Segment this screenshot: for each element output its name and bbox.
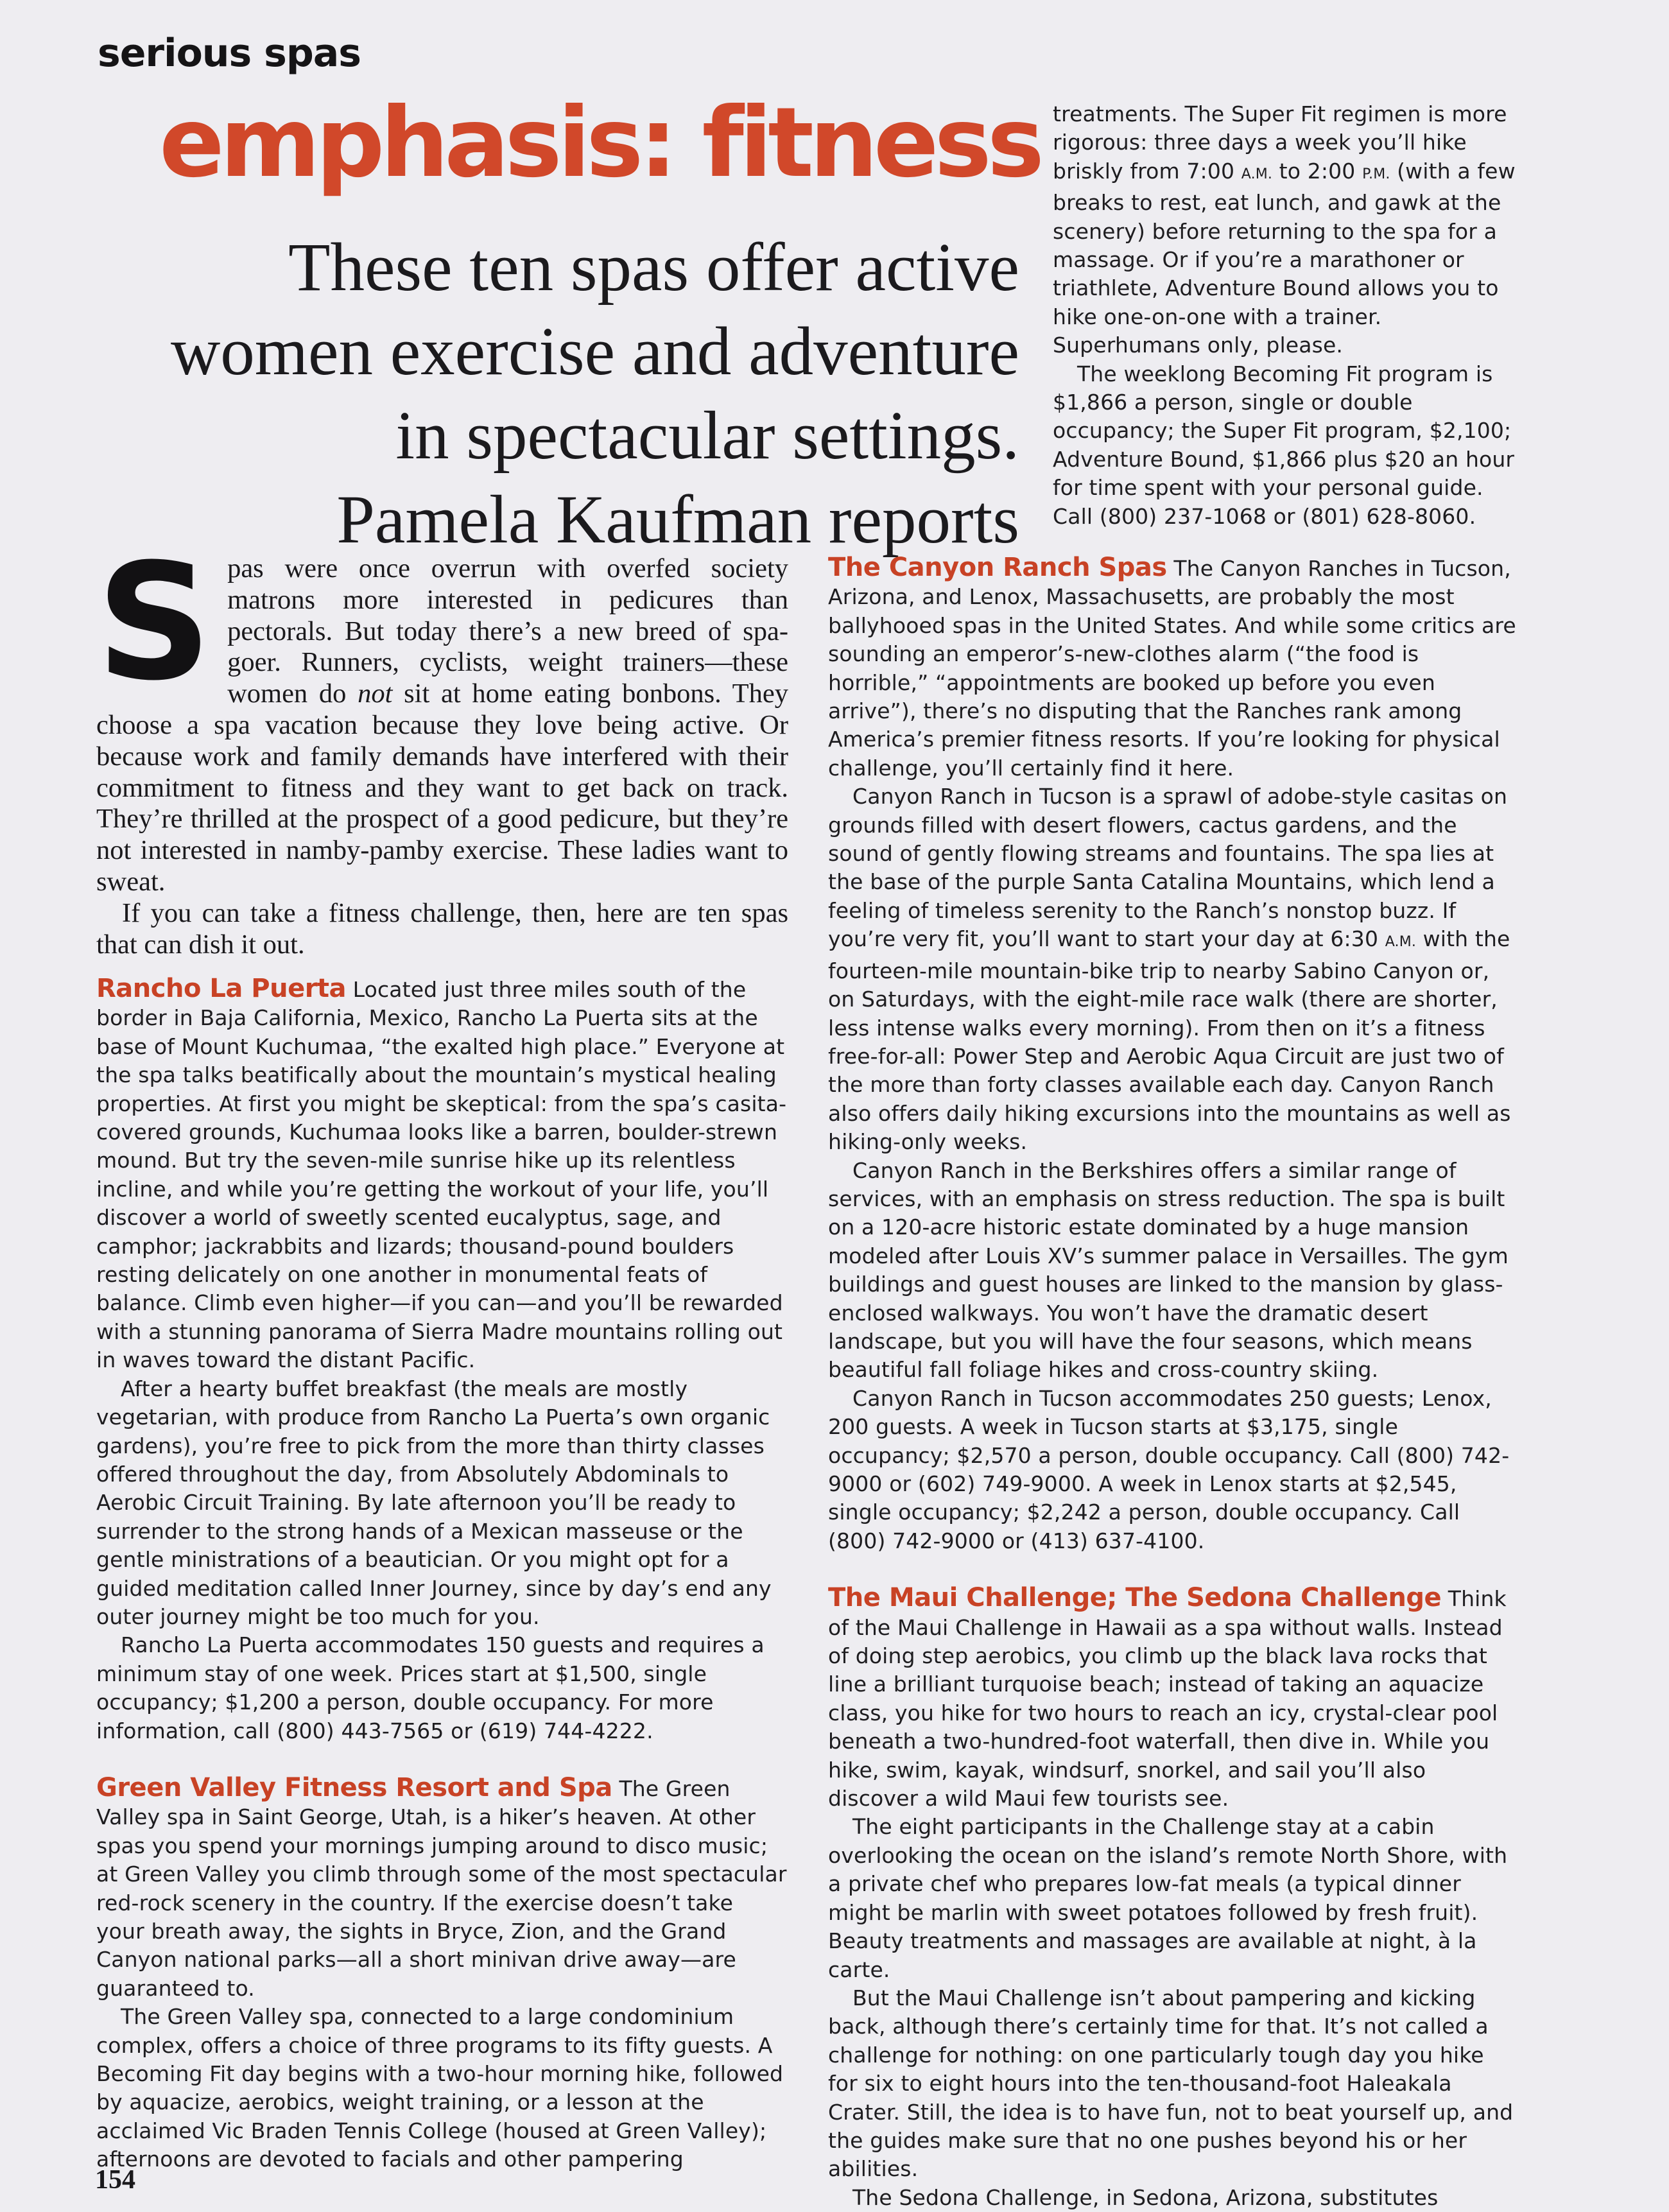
canyon-paragraph: Canyon Ranch in Tucson is a sprawl of adobe-style casitas on grounds filled with desert flowers, cactus gardens, and the sound of gently flowing streams and fountains. The spa lies at the base of the purple Santa Catalina Mountains, which lend a feeling of timeless serenity to the Ranch’s nonstop buzz. If you’re very fit, you’ll want to start your day at 6:30 A.M. with the fourteen-mile mountain-bike trip to nearby Sabino Canyon or, on Saturdays, with the eight-mile race walk (there are shorter, less intense walks every morning). From then on it’s a fitness free-for-all: Power Step and Aerobic Aqua Circuit are just two of the more than forty classes available each day. Canyon Ranch also offers daily hiking excursions into the mountains as well as hiking-only weeks. xyxy=(828,784,1511,1155)
rancho-paragraph: Rancho La Puerta Located just three miles south of the border in Baja California, Mexico, Rancho La Puerta sits at the base of Mount Kuchumaa, “the exalted high place.” Everyone at the spa talks beatifically about the mountain’s mystical healing properties. At first you might be skeptical: from the spa’s casita-covered grounds, Kuchumaa looks like a barren, boulder-strewn mound. But try the seven-mile sunrise hike up its relentless incline, and while you’re getting the workout of your life, you’ll discover a world of sweetly scented eucalyptus, sage, and camphor; jackrabbits and lizards; thousand-pound boulders resting delicately on one another in monumental feats of balance. Climb even higher—if you can—and you’ll be rewarded with a stunning panorama of Sierra Madre mountains rolling out in waves toward the distant Pacific. xyxy=(96,974,787,1373)
canyon-paragraph: Canyon Ranch in the Berkshires offers a similar range of services, with an emphasis on stress reduction. The spa is built on a 120-acre historic estate dominated by a huge mansion modeled after Louis XV’s summer palace in Versailles. The gym buildings and guest houses are linked to the mansion by glass-enclosed walkways. You won’t have the dramatic desert landscape, but you will have the four seasons, which means beautiful fall foliage hikes and cross-country skiing. xyxy=(828,1157,1509,1383)
green-valley-heading: Green Valley Fitness Resort and Spa xyxy=(96,1772,612,1802)
maui-paragraph: The eight participants in the Challenge stay at a cabin overlooking the ocean on the island’s remote North Shore, with a private chef who prepares low-fat meals (a typical dinner might be marlin with sweet potatoes followed by fresh fruit). Beauty treatments and massages are available at night, à la carte. xyxy=(828,1814,1508,1982)
deck-line: These ten spas offer active xyxy=(288,230,1019,306)
intro-paragraph: Spas were once overrun with overfed society matrons more interested in pedicures than pectorals. But today there’s a new breed of spa-goer. Runners, cyclists, weight trainers—these women do not sit at home eating bonbons. They choose a spa vacation because they love being active. Or because work and family demands have interfered with their commitment to fitness and they want to get back on track. They’re thrilled at the prospect of a good pedicure, but they’re not interested in namby-pamby exercise. These ladies want to sweat. xyxy=(96,529,789,897)
canyon-paragraph: The Canyon Ranch Spas The Canyon Ranches in Tucson, Arizona, and Lenox, Massachusetts, are probably the most ballyhooed spas in the United States. And while some critics are sounding an emperor’s-new-clothes alarm (“the food is horrible,” “appointments are booked up before you even arrive”), there’s no disputing that the Ranches rank among America’s premier fitness resorts. If you’re looking for physical challenge, you’ll certainly find it here. xyxy=(828,553,1516,781)
deck xyxy=(90,226,1019,562)
green-valley-paragraph: The Green Valley spa, connected to a large condominium complex, offers a choice of three programs to its fifty guests. A Becoming Fit day begins with a two-hour morning hike, followed by aquacize, aerobics, weight training, or a lesson at the acclaimed Vic Braden Tennis College (housed at Green Valley); afternoons are devoted to facials and other pampering xyxy=(96,2004,784,2172)
drop-cap: S xyxy=(96,529,209,716)
left-column xyxy=(96,974,787,2174)
green-valley-paragraph: Green Valley Fitness Resort and Spa The Green Valley spa in Saint George, Utah, is a hiker’s heaven. At other spas you spend your mornings jumping around to disco music; at Green Valley you climb through some of the most spectacular red-rock scenery in the country. If the exercise doesn’t take your breath away, the sights in Bryce, Zion, and the Grand Canyon national parks—all a short minivan drive away—are guaranteed to. xyxy=(96,1772,787,2001)
page-number: 154 xyxy=(95,2165,135,2195)
section-label: serious spas xyxy=(98,31,361,76)
rancho-paragraph: Rancho La Puerta accommodates 150 guests and requires a minimum stay of one week. Prices start at $1,500, single occupancy; $1,200 a person, double occupancy. For more information, call (800) 443-7565 or (619) 744-4222. xyxy=(96,1632,765,1743)
intro xyxy=(96,529,789,960)
green-valley-paragraph: The weeklong Becoming Fit program is $1,866 a person, single or double occupancy; the Super Fit program, $2,100; Adventure Bound, $1,866 plus $20 an hour for time spent with your personal guide. Call (800) 237-1068 or (801) 628-8060. xyxy=(1053,361,1515,529)
headline: emphasis: fitness xyxy=(159,87,1041,199)
emphasis: not xyxy=(358,678,393,709)
maui-paragraph: The Sedona Challenge, in Sedona, Arizona, substitutes xyxy=(852,2184,1439,2210)
maui-paragraph: The Maui Challenge; The Sedona Challenge Think of the Maui Challenge in Hawaii as a spa without walls. Instead of doing step aerobics, you climb up the black lava rocks that line a brilliant turquoise beach; instead of taking an aquacize class, you hike for two hours to reach an icy, crystal-clear pool beneath a two-hundred-foot waterfall, then dive in. While you hike, swim, kayak, windsurf, snorkel, and sail you’ll also discover a wild Maui few tourists see. xyxy=(828,1583,1507,1811)
deck-line: women exercise and adventure xyxy=(170,314,1019,390)
deck-line: Pamela Kaufman reports xyxy=(336,482,1019,558)
canyon-paragraph: Canyon Ranch in Tucson accommodates 250 guests; Lenox, 200 guests. A week in Tucson starts at $3,175, single occupancy; $2,570 a person, double occupancy. Call (800) 742-9000 or (602) 749-9000. A week in Lenox starts at $2,545, single occupancy; $2,242 a person, double occupancy. Call (800) 742-9000 or (413) 637-4100. xyxy=(828,1385,1510,1553)
rancho-heading: Rancho La Puerta xyxy=(96,974,347,1003)
intro-paragraph: If you can take a fitness challenge, then, here are ten spas that can dish it out. xyxy=(96,897,788,960)
canyon-heading: The Canyon Ranch Spas xyxy=(828,553,1167,582)
rancho-paragraph: After a hearty buffet breakfast (the meals are mostly vegetarian, with produce from Rancho La Puerta’s own organic gardens), you’re free to pick from the more than thirty classes offered throughout the day, from Absolutely Abdominals to Aerobic Circuit Training. By late afternoon you’ll be ready to surrender to the strong hands of a Mexican masseuse or the gentle ministrations of a beautician. Or you might opt for a guided meditation called Inner Journey, since by day’s end any outer journey might be too much for you. xyxy=(96,1376,772,1629)
maui-paragraph: But the Maui Challenge isn’t about pampering and kicking back, although there’s certainly time for that. It’s not called a challenge for nothing: on one particularly tough day you hike for six to eight hours into the ten-thousand-foot Haleakala Crater. Still, the idea is to have fun, not to beat yourself up, and the guides make sure that no one pushes beyond his or her abilities. xyxy=(828,1985,1514,2182)
right-column xyxy=(828,553,1519,2212)
maui-heading: The Maui Challenge; The Sedona Challenge xyxy=(828,1583,1442,1613)
deck-line: in spectacular settings. xyxy=(395,398,1019,474)
right-column-top xyxy=(1053,100,1519,531)
green-valley-continued: treatments. The Super Fit regimen is more rigorous: three days a week you’ll hike briskly from 7:00 A.M. to 2:00 P.M. (with a few breaks to rest, eat lunch, and gawk at the scenery) before returning to the spa for a massage. Or if you’re a marathoner or triathlete, Adventure Bound allows you to hike one-on-one with a trainer. Superhumans only, please. xyxy=(1053,101,1516,358)
